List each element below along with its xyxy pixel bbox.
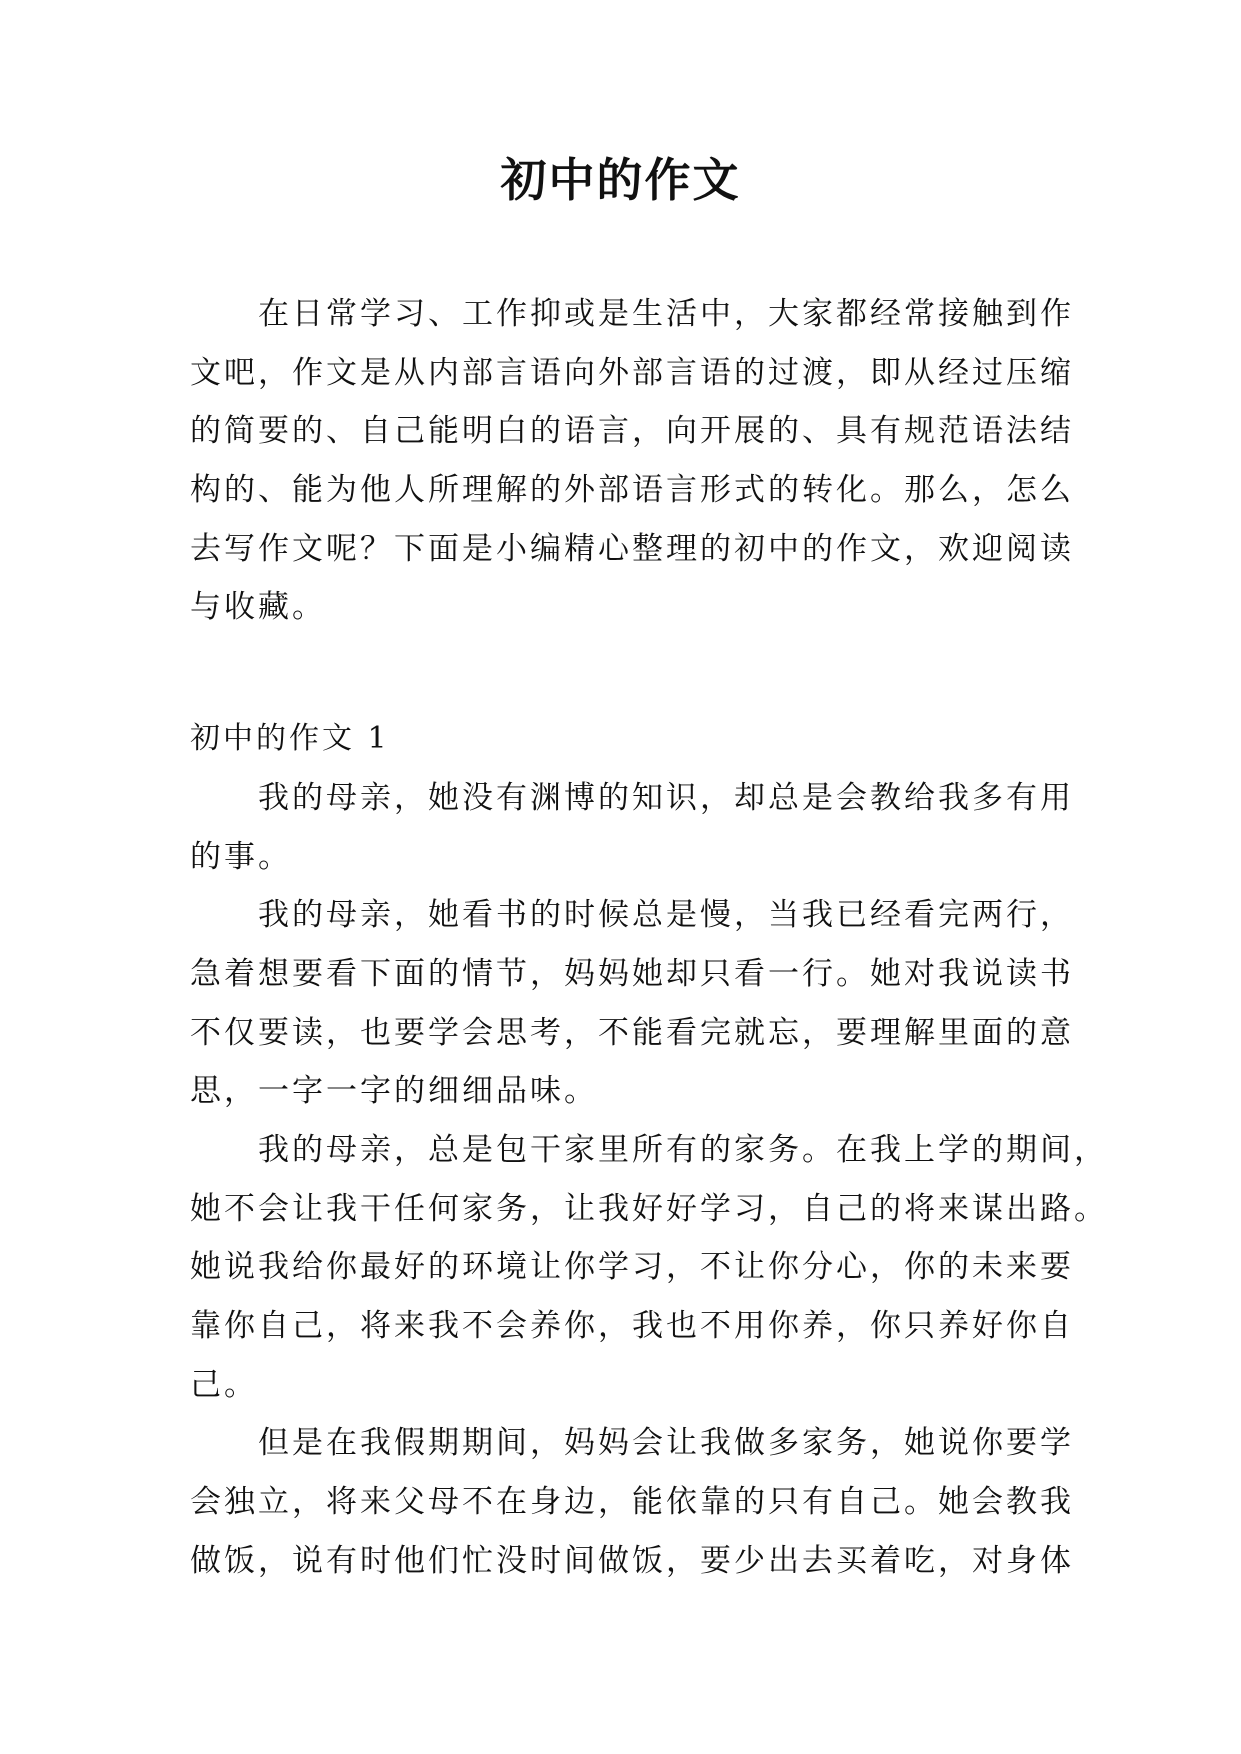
paragraph-line: 急着想要看下面的情节，妈妈她却只看一行。她对我说读书 bbox=[190, 955, 1074, 992]
section-title: 初中的作文 1 bbox=[190, 721, 390, 757]
paragraph-line: 我的母亲，总是包干家里所有的家务。在我上学的期间， bbox=[258, 1131, 1108, 1168]
intro-line: 文吧，作文是从内部言语向外部言语的过渡，即从经过压缩 bbox=[190, 354, 1074, 391]
paragraph-line: 思，一字一字的细细品味。 bbox=[190, 1073, 598, 1110]
paragraph-line: 己。 bbox=[190, 1366, 258, 1403]
document-body bbox=[190, 285, 1108, 1590]
intro-line: 在日常学习、工作抑或是生活中，大家都经常接触到作 bbox=[258, 296, 1074, 332]
paragraph-line: 她说我给你最好的环境让你学习，不让你分心，你的未来要 bbox=[190, 1249, 1074, 1286]
paragraph-line: 做饭，说有时他们忙没时间做饭，要少出去买着吃，对身体 bbox=[190, 1542, 1074, 1579]
intro-line: 构的、能为他人所理解的外部语言形式的转化。那么，怎么 bbox=[190, 472, 1074, 509]
paragraph-line: 我的母亲，她看书的时候总是慢，当我已经看完两行， bbox=[258, 897, 1074, 934]
document-title: 初中的作文 bbox=[500, 153, 741, 207]
intro-line: 去写作文呢？下面是小编精心整理的初中的作文，欢迎阅读 bbox=[190, 530, 1074, 567]
paragraph-line: 靠你自己，将来我不会养你，我也不用你养，你只养好你自 bbox=[190, 1308, 1074, 1344]
paragraph-line: 的事。 bbox=[190, 838, 292, 875]
intro-line: 与收藏。 bbox=[190, 589, 326, 626]
paragraph-line: 会独立，将来父母不在身边，能依靠的只有自己。她会教我 bbox=[190, 1484, 1074, 1521]
paragraph-line: 但是在我假期期间，妈妈会让我做多家务，她说你要学 bbox=[258, 1425, 1074, 1462]
intro-line: 的简要的、自己能明白的语言，向开展的、具有规范语法结 bbox=[190, 413, 1074, 450]
paragraph-line: 我的母亲，她没有渊博的知识，却总是会教给我多有用 bbox=[258, 779, 1074, 816]
paragraph-line: 她不会让我干任何家务，让我好好学习，自己的将来谋出路。 bbox=[190, 1190, 1108, 1227]
paragraph-line: 不仅要读，也要学会思考，不能看完就忘，要理解里面的意 bbox=[190, 1014, 1074, 1051]
paragraph-gap bbox=[190, 637, 1060, 710]
